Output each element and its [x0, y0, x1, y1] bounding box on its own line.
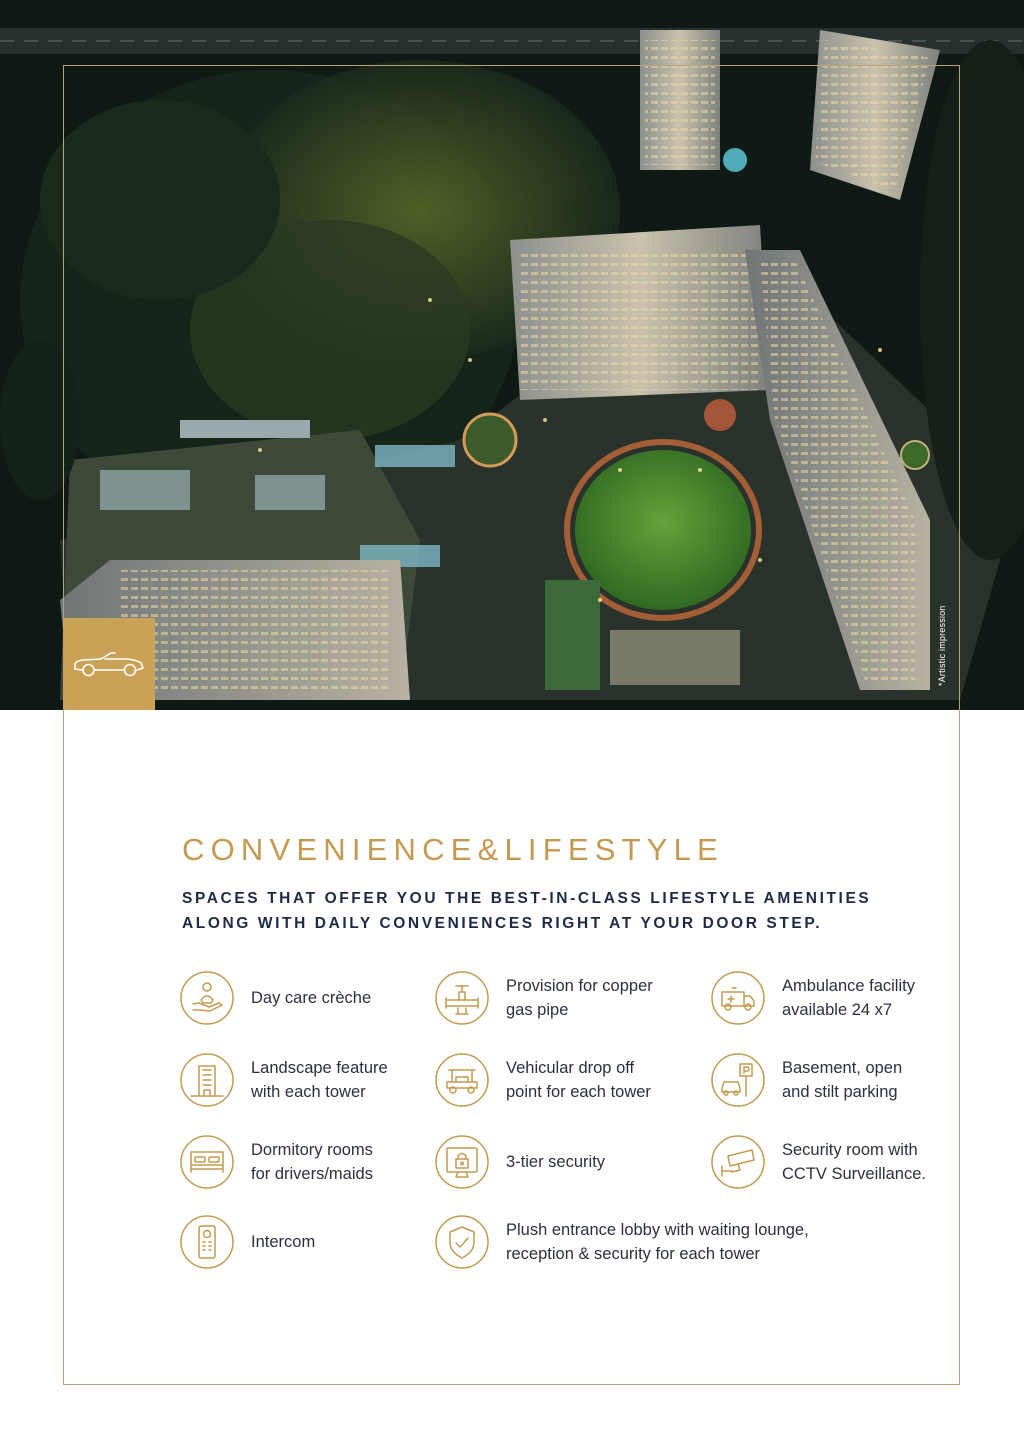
amenity-label — [506, 974, 653, 1023]
amenity-label-line: gas pipe — [506, 1001, 569, 1019]
amenity-label-line: Landscape feature — [251, 1058, 388, 1077]
golf-cart-icon — [434, 1052, 490, 1108]
amenity-label — [251, 1138, 373, 1187]
amenity-label-line: Provision for copper — [506, 976, 653, 995]
bed-icon — [179, 1134, 235, 1190]
amenity-label-line: CCTV Surveillance. — [782, 1165, 926, 1183]
amenity-item — [179, 1214, 315, 1270]
amenity-item — [434, 970, 653, 1026]
amenity-item — [179, 1134, 373, 1190]
creche-icon — [179, 970, 235, 1026]
car-icon — [71, 649, 147, 679]
amenity-item — [710, 970, 915, 1026]
amenity-label-line: Dormitory rooms — [251, 1140, 373, 1159]
amenity-label-line: with each tower — [251, 1083, 366, 1101]
amenity-item — [434, 1052, 651, 1108]
subtitle-line: SPACES THAT OFFER YOU THE BEST-IN-CLASS LIFESTYLE AMENITIES — [182, 890, 872, 907]
amenity-item — [710, 1052, 902, 1108]
ambulance-icon — [710, 970, 766, 1026]
amenity-item — [179, 970, 371, 1026]
amenity-label — [251, 986, 371, 1011]
amenity-label-line: available 24 x7 — [782, 1001, 893, 1019]
amenity-label-line: Plush entrance lobby with waiting lounge, — [506, 1220, 809, 1239]
amenity-label — [782, 1138, 926, 1187]
subtitle-line: ALONG WITH DAILY CONVENIENCES RIGHT AT YOUR DOOR STEP. — [182, 915, 823, 932]
amenity-label — [251, 1230, 315, 1255]
amenity-label-line: Day care crèche — [251, 988, 372, 1007]
gas-pipe-icon — [434, 970, 490, 1026]
amenity-label-line: reception & security for each tower — [506, 1245, 761, 1263]
hero-aerial-image — [0, 0, 1024, 710]
amenity-label — [251, 1056, 388, 1105]
amenity-label — [782, 974, 915, 1023]
shield-check-icon — [434, 1214, 490, 1270]
amenity-item — [179, 1052, 388, 1108]
amenity-label-line: point for each tower — [506, 1083, 651, 1101]
amenity-label-line: Intercom — [251, 1232, 316, 1251]
amenity-label-line: 3-tier security — [506, 1152, 606, 1171]
landscape-tower-icon — [179, 1052, 235, 1108]
parking-icon — [710, 1052, 766, 1108]
amenity-label-line: Vehicular drop off — [506, 1058, 635, 1077]
amenity-label-line: Ambulance facility — [782, 976, 915, 995]
intercom-icon — [179, 1214, 235, 1270]
amenity-label-line: and stilt parking — [782, 1083, 898, 1101]
amenity-label-line: Basement, open — [782, 1058, 903, 1077]
amenity-item — [434, 1214, 809, 1270]
amenity-label-line: Security room with — [782, 1140, 918, 1159]
amenity-label — [506, 1218, 809, 1267]
car-badge — [63, 618, 155, 710]
amenity-label — [506, 1056, 651, 1105]
artistic-impression-caption: *Artistic impression — [937, 605, 947, 686]
security-lock-icon — [434, 1134, 490, 1190]
cctv-icon — [710, 1134, 766, 1190]
amenity-item — [710, 1134, 926, 1190]
amenity-label-line: for drivers/maids — [251, 1165, 373, 1183]
amenity-label — [782, 1056, 902, 1105]
section-subtitle — [182, 886, 871, 936]
amenity-label — [506, 1150, 605, 1175]
amenity-item — [434, 1134, 605, 1190]
section-title: CONVENIENCE&LIFESTYLE — [182, 832, 724, 867]
